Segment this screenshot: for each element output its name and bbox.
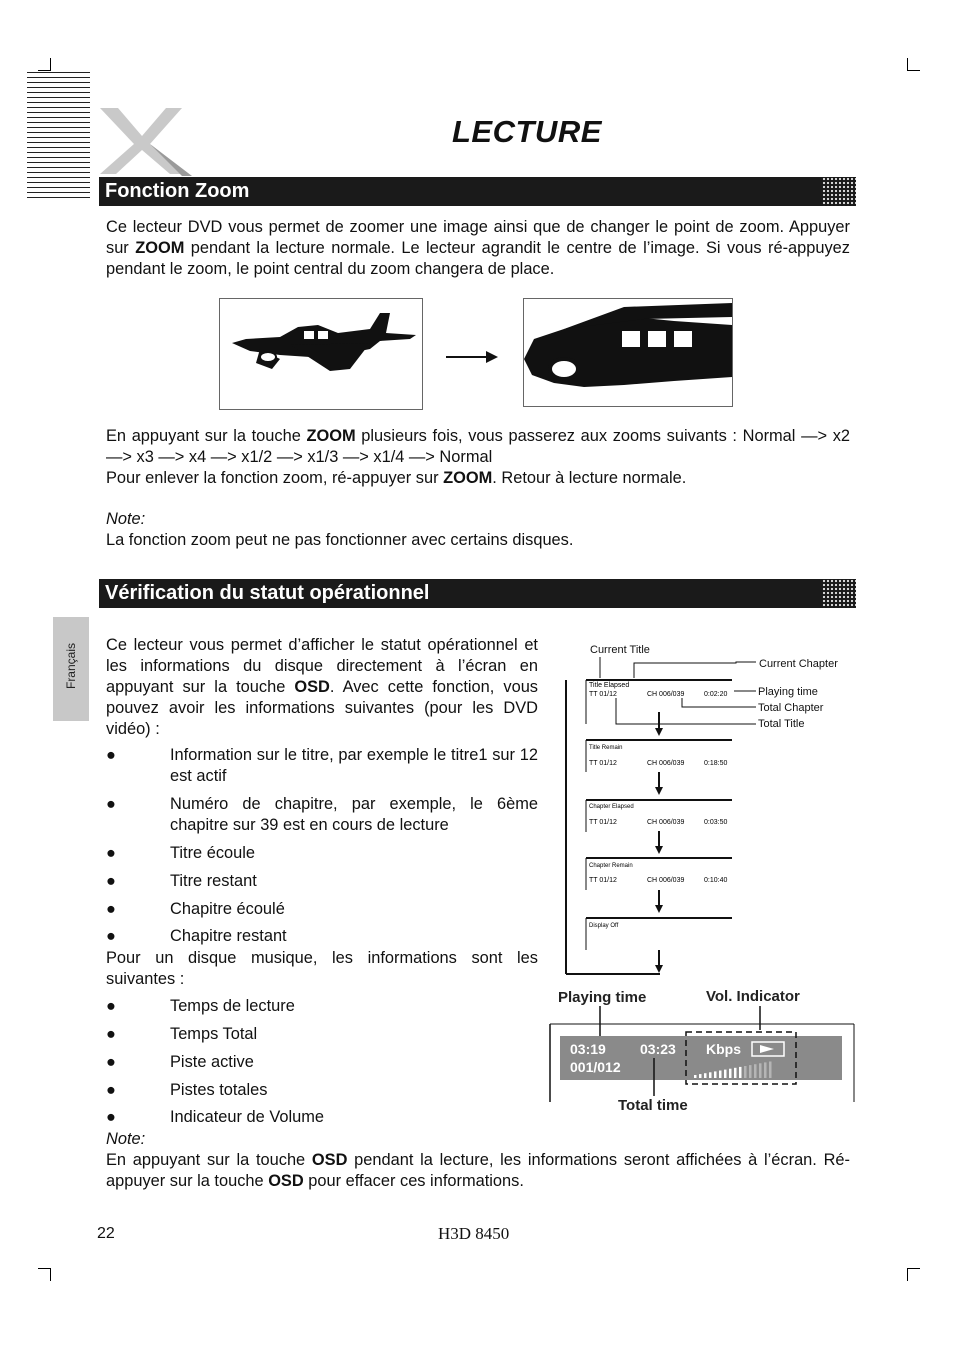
note-text: La fonction zoom peut ne pas fonctionner avec certains disques. — [106, 531, 574, 549]
screen-title: TT 01/12 — [589, 691, 617, 698]
screen-mode: Chapter Elapsed — [589, 804, 634, 810]
screen-title: TT 01/12 — [589, 877, 617, 884]
zoom-remove-paragraph — [106, 468, 850, 489]
screen-time: 0:03:50 — [704, 819, 728, 826]
crop-mark-top-right — [907, 58, 920, 71]
screen-time: 0:02:20 — [704, 691, 728, 698]
screen-chapter: CH 006/039 — [647, 819, 685, 826]
list-item-text: Temps Total — [170, 1025, 258, 1043]
screen-mode: Display Off — [589, 923, 619, 929]
text: Ce lecteur vous permet d’afficher le statut opérationnel et les informations du disque directement à l’écran en appuyant sur la touche — [106, 636, 538, 696]
screen-chapter: CH 006/039 — [647, 760, 685, 767]
zoom-key: ZOOM — [443, 469, 493, 487]
note-label: Note: — [106, 1130, 146, 1148]
vol-indicator-label: Vol. Indicator — [706, 988, 800, 1005]
list-item-text: Information sur le titre, par exemple le titre1 sur 12 est actif — [170, 746, 538, 785]
airplane-zoomed-icon — [523, 298, 733, 407]
volume-bar — [759, 1063, 762, 1078]
text: pendant la lecture normale. Le lecteur agrandit le centre de l’image. Si vous ré-appuyez pendant le zoom, le point central du zoom changera de place. — [106, 239, 850, 278]
text: Pour enlever la fonction zoom, ré-appuyer sur — [106, 469, 444, 487]
bullet: ● — [106, 844, 116, 862]
music-intro-paragraph: Pour un disque musique, les informations sont les suivantes : — [106, 949, 538, 988]
list-item-text: Piste active — [170, 1053, 254, 1071]
section-heading: Fonction Zoom — [105, 180, 250, 202]
section-header-status — [99, 579, 856, 608]
total-time-value: 03:23 — [640, 1041, 676, 1057]
dotted-pattern — [822, 579, 856, 608]
screen-chapter: CH 006/039 — [647, 691, 685, 698]
page-title: LECTURE — [452, 114, 602, 149]
bullet: ● — [106, 997, 116, 1015]
list-item-text: Chapitre écoulé — [170, 900, 285, 918]
screen-time: 0:18:50 — [704, 760, 728, 767]
playing-time-label: Playing time — [758, 686, 818, 698]
track-value: 001/012 — [570, 1059, 621, 1075]
screen-chapter: CH 006/039 — [647, 877, 685, 884]
volume-bar — [734, 1068, 737, 1078]
screen-mode: Title Remain — [589, 745, 623, 751]
volume-bar — [729, 1069, 732, 1078]
current-chapter-label: Current Chapter — [759, 658, 838, 670]
osd-key: OSD — [294, 678, 330, 696]
section-header-zoom — [99, 177, 856, 206]
zoom-key: ZOOM — [306, 427, 356, 445]
osd-intro-paragraph — [106, 635, 538, 740]
bullet: ● — [106, 1053, 116, 1071]
airplane-normal-icon — [219, 298, 423, 410]
crop-mark-bottom-left — [38, 1268, 51, 1281]
bullet: ● — [106, 746, 116, 764]
zoom-key: ZOOM — [135, 239, 185, 257]
list-item-text: Titre restant — [170, 872, 257, 890]
bullet: ● — [106, 900, 116, 918]
osd-note-text — [106, 1150, 850, 1192]
list-item-text: Titre écoule — [170, 844, 256, 862]
screen-time: 0:10:40 — [704, 877, 728, 884]
bullet: ● — [106, 795, 116, 813]
volume-bar — [744, 1066, 747, 1078]
osd-flow-diagram — [560, 636, 856, 980]
text: Ce lecteur DVD vous permet de zoomer une image ainsi que de changer le point de zoom. Appuyer sur — [106, 218, 850, 257]
list-item-text: Indicateur de Volume — [170, 1108, 324, 1126]
xoro-x-logo-icon — [96, 106, 196, 178]
section-heading: Vérification du statut opérationnel — [105, 582, 430, 604]
volume-bar — [739, 1067, 742, 1078]
dotted-pattern — [822, 177, 856, 206]
volume-bar — [709, 1072, 712, 1078]
screen-title: TT 01/12 — [589, 760, 617, 767]
zoom-intro-paragraph — [106, 217, 850, 280]
total-chapter-label: Total Chapter — [758, 702, 824, 714]
volume-bar — [769, 1062, 772, 1079]
total-time-label: Total time — [618, 1097, 688, 1114]
zoom-levels-paragraph — [106, 426, 850, 468]
text: plusieurs fois, vous passerez aux zooms suivants : Normal —> x2 —> x3 —> x4 —> x1/2 —> x1/3 —> x1/4 —> Normal — [106, 427, 851, 466]
note-label: Note: — [106, 510, 146, 528]
language-label: Français — [64, 643, 78, 690]
volume-bar — [724, 1070, 727, 1078]
music-osd-illustration — [548, 984, 856, 1116]
bullet: ● — [106, 927, 116, 945]
osd-key: OSD — [311, 1151, 348, 1169]
volume-bar — [694, 1075, 697, 1078]
list-item-text: Chapitre restant — [170, 927, 287, 945]
bullet: ● — [106, 1025, 116, 1043]
arrow-right-icon — [446, 350, 498, 364]
volume-bar — [719, 1071, 722, 1079]
current-title-label: Current Title — [590, 644, 650, 656]
page-number: 22 — [97, 1225, 115, 1242]
language-tab — [53, 617, 89, 721]
bullet: ● — [106, 1081, 116, 1099]
text: . Retour à lecture normale. — [492, 469, 687, 487]
text: . Avec cette fonction, vous pouvez avoir les informations suivantes (pour les DVD vidéo) : — [106, 678, 538, 738]
crop-mark-top-left — [38, 58, 51, 71]
playing-time-label: Playing time — [558, 989, 647, 1006]
model-name: H3D 8450 — [438, 1224, 510, 1243]
volume-bar — [714, 1071, 717, 1078]
list-item-text: Temps de lecture — [170, 997, 295, 1015]
screen-mode: Chapter Remain — [589, 863, 633, 869]
osd-key: OSD — [268, 1172, 304, 1190]
screen-mode: Title Elapsed — [589, 682, 630, 689]
volume-bar — [699, 1074, 702, 1078]
total-title-label: Total Title — [758, 718, 805, 730]
header-stripes — [27, 72, 90, 200]
screen-title: TT 01/12 — [589, 819, 617, 826]
text: pour effacer ces informations. — [303, 1172, 524, 1190]
volume-bar — [754, 1064, 757, 1078]
volume-bar — [764, 1062, 767, 1078]
list-item-text: Pistes totales — [170, 1081, 268, 1099]
crop-mark-bottom-right — [907, 1268, 920, 1281]
bullet: ● — [106, 1108, 116, 1126]
text: En appuyant sur la touche — [106, 427, 307, 445]
list-item-text: Numéro de chapitre, par exemple, le 6ème chapitre sur 39 est en cours de lecture — [170, 795, 538, 834]
volume-bar — [749, 1065, 752, 1078]
volume-bar — [704, 1073, 707, 1078]
bullet: ● — [106, 872, 116, 890]
text: En appuyant sur la touche — [106, 1151, 312, 1169]
kbps-label: Kbps — [706, 1041, 741, 1057]
playing-time-value: 03:19 — [570, 1041, 606, 1057]
text: pendant la lecture, les informations seront affichées à l’écran. Ré-appuyer sur la touche — [106, 1151, 850, 1190]
